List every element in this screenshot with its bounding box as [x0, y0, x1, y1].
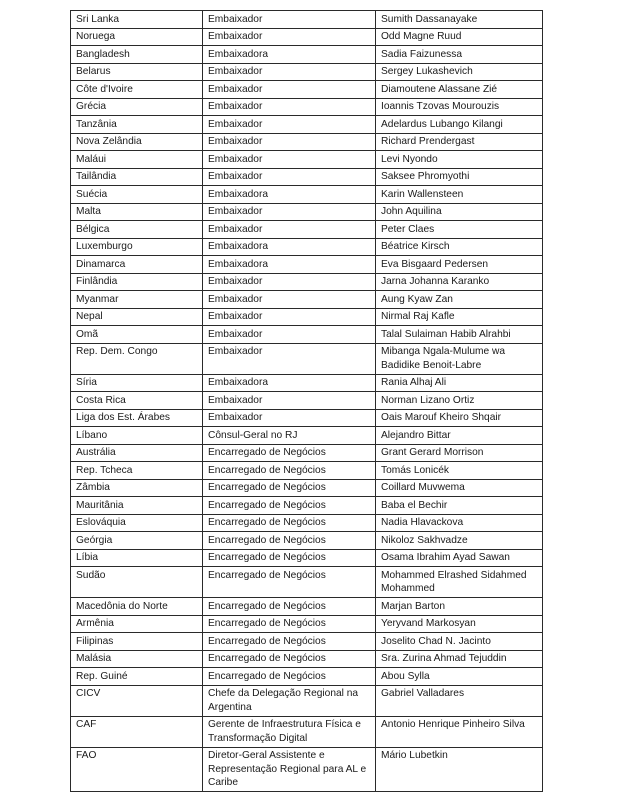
table-row: [71, 291, 543, 309]
title-cell: Embaixador: [203, 63, 376, 81]
title-cell: Embaixador: [203, 81, 376, 99]
table-row: [71, 133, 543, 151]
title-cell: Encarregado de Negócios: [203, 497, 376, 515]
name-cell: Karin Wallensteen: [376, 186, 543, 204]
title-cell: Embaixador: [203, 168, 376, 186]
name-cell: Sra. Zurina Ahmad Tejuddin: [376, 650, 543, 668]
country-cell: Rep. Dem. Congo: [71, 343, 203, 374]
country-cell: Nepal: [71, 308, 203, 326]
country-cell: Suécia: [71, 186, 203, 204]
table-row: [71, 238, 543, 256]
title-cell: Encarregado de Negócios: [203, 668, 376, 686]
country-cell: CICV: [71, 685, 203, 716]
table-row: [71, 514, 543, 532]
name-cell: Osama Ibrahim Ayad Sawan: [376, 549, 543, 567]
country-cell: Armênia: [71, 615, 203, 633]
title-cell: Embaixador: [203, 392, 376, 410]
table-body: [71, 11, 543, 792]
country-cell: Malta: [71, 203, 203, 221]
title-cell: Embaixador: [203, 343, 376, 374]
title-cell: Embaixador: [203, 151, 376, 169]
name-cell: Mibanga Ngala-Mulume wa Badidike Benoit-Labre: [376, 343, 543, 374]
name-cell: Aung Kyaw Zan: [376, 291, 543, 309]
country-cell: Austrália: [71, 444, 203, 462]
table-row: [71, 462, 543, 480]
table-row: [71, 98, 543, 116]
title-cell: Encarregado de Negócios: [203, 532, 376, 550]
table-row: [71, 256, 543, 274]
name-cell: Abou Sylla: [376, 668, 543, 686]
table-row: [71, 685, 543, 716]
title-cell: Embaixadora: [203, 374, 376, 392]
table-row: [71, 116, 543, 134]
title-cell: Encarregado de Negócios: [203, 479, 376, 497]
table-row: [71, 151, 543, 169]
name-cell: Alejandro Bittar: [376, 427, 543, 445]
country-cell: Costa Rica: [71, 392, 203, 410]
title-cell: Encarregado de Negócios: [203, 567, 376, 598]
table-row: [71, 716, 543, 747]
country-cell: Tailândia: [71, 168, 203, 186]
title-cell: Embaixador: [203, 326, 376, 344]
name-cell: Diamoutene Alassane Zié: [376, 81, 543, 99]
country-cell: FAO: [71, 747, 203, 792]
name-cell: Mohammed Elrashed Sidahmed Mohammed: [376, 567, 543, 598]
name-cell: Rania Alhaj Ali: [376, 374, 543, 392]
name-cell: Marjan Barton: [376, 598, 543, 616]
title-cell: Encarregado de Negócios: [203, 444, 376, 462]
title-cell: Embaixador: [203, 28, 376, 46]
name-cell: Peter Claes: [376, 221, 543, 239]
table-row: [71, 392, 543, 410]
title-cell: Gerente de Infraestrutura Física e Transformação Digital: [203, 716, 376, 747]
table-row: [71, 427, 543, 445]
country-cell: Rep. Guiné: [71, 668, 203, 686]
name-cell: Gabriel Valladares: [376, 685, 543, 716]
title-cell: Embaixador: [203, 273, 376, 291]
table-row: [71, 273, 543, 291]
name-cell: Adelardus Lubango Kilangi: [376, 116, 543, 134]
table-row: [71, 497, 543, 515]
country-cell: Geórgia: [71, 532, 203, 550]
country-cell: Filipinas: [71, 633, 203, 651]
table-row: [71, 479, 543, 497]
country-cell: Zâmbia: [71, 479, 203, 497]
title-cell: Embaixador: [203, 11, 376, 29]
country-cell: Luxemburgo: [71, 238, 203, 256]
table-row: [71, 186, 543, 204]
country-cell: Malásia: [71, 650, 203, 668]
name-cell: Jarna Johanna Karanko: [376, 273, 543, 291]
table-row: [71, 374, 543, 392]
table-row: [71, 549, 543, 567]
country-cell: Nova Zelândia: [71, 133, 203, 151]
country-cell: Sri Lanka: [71, 11, 203, 29]
table-row: [71, 46, 543, 64]
country-cell: Rep. Tcheca: [71, 462, 203, 480]
country-cell: Belarus: [71, 63, 203, 81]
table-row: [71, 308, 543, 326]
title-cell: Encarregado de Negócios: [203, 615, 376, 633]
title-cell: Chefe da Delegação Regional na Argentina: [203, 685, 376, 716]
title-cell: Embaixador: [203, 133, 376, 151]
title-cell: Embaixador: [203, 221, 376, 239]
name-cell: Nadia Hlavackova: [376, 514, 543, 532]
title-cell: Embaixadora: [203, 186, 376, 204]
name-cell: Nikoloz Sakhvadze: [376, 532, 543, 550]
name-cell: Sergey Lukashevich: [376, 63, 543, 81]
table-row: [71, 63, 543, 81]
title-cell: Encarregado de Negócios: [203, 549, 376, 567]
name-cell: Richard Prendergast: [376, 133, 543, 151]
table-row: [71, 532, 543, 550]
name-cell: Eva Bisgaard Pedersen: [376, 256, 543, 274]
title-cell: Diretor-Geral Assistente e Representação Regional para AL e Caribe: [203, 747, 376, 792]
country-cell: Maláui: [71, 151, 203, 169]
name-cell: Norman Lizano Ortiz: [376, 392, 543, 410]
table-row: [71, 343, 543, 374]
table-row: [71, 747, 543, 792]
name-cell: Nirmal Raj Kafle: [376, 308, 543, 326]
title-cell: Embaixadora: [203, 46, 376, 64]
table-row: [71, 168, 543, 186]
country-cell: Líbano: [71, 427, 203, 445]
country-cell: CAF: [71, 716, 203, 747]
country-cell: Bélgica: [71, 221, 203, 239]
title-cell: Cônsul-Geral no RJ: [203, 427, 376, 445]
name-cell: Baba el Bechir: [376, 497, 543, 515]
table-row: [71, 633, 543, 651]
title-cell: Embaixador: [203, 203, 376, 221]
country-cell: Tanzânia: [71, 116, 203, 134]
title-cell: Encarregado de Negócios: [203, 514, 376, 532]
name-cell: Levi Nyondo: [376, 151, 543, 169]
title-cell: Embaixadora: [203, 256, 376, 274]
name-cell: Sadia Faizunessa: [376, 46, 543, 64]
table-row: [71, 668, 543, 686]
country-cell: Eslováquia: [71, 514, 203, 532]
name-cell: Tomás Lonicék: [376, 462, 543, 480]
name-cell: Oais Marouf Kheiro Shqair: [376, 409, 543, 427]
table-row: [71, 221, 543, 239]
table-row: [71, 598, 543, 616]
name-cell: Saksee Phromyothi: [376, 168, 543, 186]
title-cell: Embaixador: [203, 116, 376, 134]
country-cell: Sudão: [71, 567, 203, 598]
title-cell: Encarregado de Negócios: [203, 650, 376, 668]
table-row: [71, 650, 543, 668]
title-cell: Embaixadora: [203, 238, 376, 256]
name-cell: Joselito Chad N. Jacinto: [376, 633, 543, 651]
name-cell: Mário Lubetkin: [376, 747, 543, 792]
name-cell: Odd Magne Ruud: [376, 28, 543, 46]
name-cell: Sumith Dassanayake: [376, 11, 543, 29]
title-cell: Encarregado de Negócios: [203, 633, 376, 651]
name-cell: Coillard Muvwema: [376, 479, 543, 497]
table-row: [71, 11, 543, 29]
name-cell: Béatrice Kirsch: [376, 238, 543, 256]
title-cell: Embaixador: [203, 409, 376, 427]
country-cell: Dinamarca: [71, 256, 203, 274]
country-cell: Síria: [71, 374, 203, 392]
country-cell: Omã: [71, 326, 203, 344]
country-cell: Grécia: [71, 98, 203, 116]
country-cell: Macedônia do Norte: [71, 598, 203, 616]
title-cell: Embaixador: [203, 291, 376, 309]
table-row: [71, 81, 543, 99]
name-cell: Grant Gerard Morrison: [376, 444, 543, 462]
country-cell: Myanmar: [71, 291, 203, 309]
title-cell: Embaixador: [203, 308, 376, 326]
table-row: [71, 567, 543, 598]
table-row: [71, 203, 543, 221]
country-cell: Finlândia: [71, 273, 203, 291]
table-row: [71, 28, 543, 46]
country-cell: Líbia: [71, 549, 203, 567]
title-cell: Encarregado de Negócios: [203, 598, 376, 616]
country-cell: Côte d'Ivoire: [71, 81, 203, 99]
name-cell: Ioannis Tzovas Mourouzis: [376, 98, 543, 116]
country-cell: Liga dos Est. Árabes: [71, 409, 203, 427]
title-cell: Encarregado de Negócios: [203, 462, 376, 480]
name-cell: John Aquilina: [376, 203, 543, 221]
name-cell: Talal Sulaiman Habib Alrahbi: [376, 326, 543, 344]
table-row: [71, 409, 543, 427]
name-cell: Yeryvand Markosyan: [376, 615, 543, 633]
table-row: [71, 444, 543, 462]
name-cell: Antonio Henrique Pinheiro Silva: [376, 716, 543, 747]
table-row: [71, 326, 543, 344]
diplomats-table: [70, 10, 543, 792]
table-row: [71, 615, 543, 633]
country-cell: Bangladesh: [71, 46, 203, 64]
country-cell: Mauritânia: [71, 497, 203, 515]
title-cell: Embaixador: [203, 98, 376, 116]
country-cell: Noruega: [71, 28, 203, 46]
